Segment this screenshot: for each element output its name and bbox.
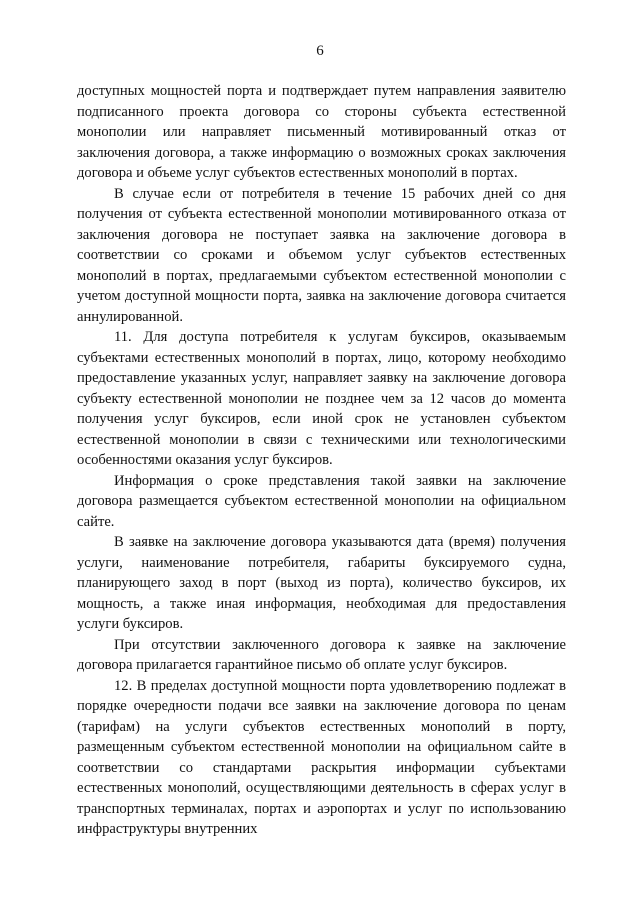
paragraph-3: 11. Для доступа потребителя к услугам буксиров, оказываемым субъектами естественных монополий в портах, лицо, которому необходимо предоставление указанных услуг, направляет заявку на заключение договора субъекту естественной монополии не позднее чем за 12 часов до момента получения услуг буксиров, если иной срок не установлен субъектом естественной монополии в связи с техническими или технологическими особенностями оказания услуг буксиров. bbox=[77, 329, 566, 468]
paragraph-6: При отсутствии заключенного договора к заявке на заключение договора прилагается гарантийное письмо об оплате услуг буксиров. bbox=[77, 636, 566, 673]
paragraph-1: доступных мощностей порта и подтверждает путем направления заявителю подписанного проекта договора со стороны субъекта естественной монополии или направляет письменный мотивированный отказ от заключения договора, а также информацию о возможных сроках заключения договора и объеме услуг субъектов естественных монополий в портах. bbox=[77, 83, 566, 181]
document-body bbox=[77, 81, 566, 840]
paragraph-4: Информация о сроке представления такой заявки на заключение договора размещается субъектом естественной монополии на официальном сайте. bbox=[77, 472, 566, 530]
paragraph-5: В заявке на заключение договора указываются дата (время) получения услуги, наименование потребителя, габариты буксируемого судна, планирующего заход в порт (выход из порта), количество буксиров, их мощность, а также иная информация, необходимая для предоставления услуги буксиров. bbox=[77, 534, 566, 632]
page-number: 6 bbox=[316, 43, 324, 59]
paragraph-7: 12. В пределах доступной мощности порта удовлетворению подлежат в порядке очередности подачи все заявки на заключение договора по ценам (тарифам) на услуги субъектов естественных монополий в порту, размещенным субъектом естественной монополии на официальном сайте в соответствии со стандартами раскрытия информации субъектами естественных монополий, осуществляющими деятельность в сферах услуг в транспортных терминалах, портах и аэропортах и услуг по использованию инфраструктуры внутренних bbox=[77, 677, 566, 837]
paragraph-2: В случае если от потребителя в течение 15 рабочих дней со дня получения от субъекта естественной монополии мотивированного отказа от заключения договора не поступает заявка на заключение договора в соответствии со сроками и объемом услуг субъектов естественных монополий в портах, предлагаемыми субъектом естественной монополии с учетом доступной мощности порта, заявка на заключение договора считается аннулированной. bbox=[77, 185, 566, 325]
